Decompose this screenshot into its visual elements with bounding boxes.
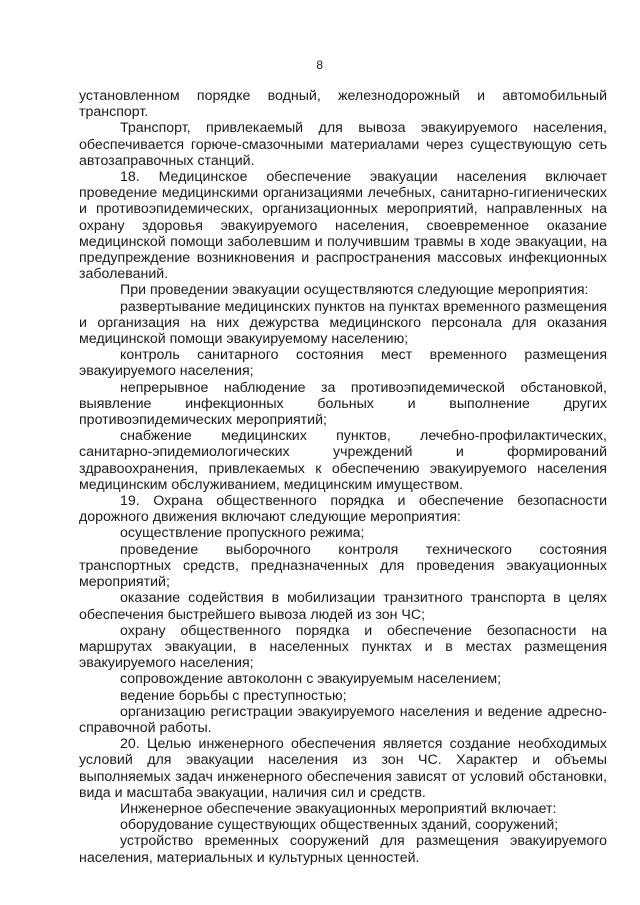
paragraph: 19. Охрана общественного порядка и обеспечение безопасности дорожного движения включают следующие мероприятия: — [79, 493, 607, 526]
paragraph: оборудование существующих общественных зданий, сооружений; — [120, 817, 559, 834]
paragraph: оказание содействия в мобилизации транзитного транспорта в целях обеспечения быстрейшего вывоза людей из зон ЧС; — [79, 590, 607, 623]
paragraph: осуществление пропускного режима; — [120, 525, 365, 542]
paragraph: Транспорт, привлекаемый для вывоза эвакуируемого населения, обеспечивается горюче-смазочными материалами через существующую сеть автозаправочных станций. — [79, 120, 607, 169]
paragraph: охрану общественного порядка и обеспечение безопасности на маршрутах эвакуации, в населенных пунктах и в местах размещения эвакуируемого населения; — [79, 622, 607, 672]
paragraph: контроль санитарного состояния мест временного размещения эвакуируемого населения; — [79, 347, 607, 380]
paragraph: 20. Целью инженерного обеспечения является создание необходимых условий для эвакуации населения из зон ЧС. Характер и объемы выполняемых задач инженерного обеспечения зависят от условий обстановки, вида и масштаба эвакуации, наличия сил и средств. — [79, 736, 607, 801]
paragraph: сопровождение автоколонн с эвакуируемым населением; — [120, 671, 502, 688]
paragraph: устройство временных сооружений для размещения эвакуируемого населения, материальных и культурных ценностей. — [79, 833, 607, 866]
paragraph: Инженерное обеспечение эвакуационных мероприятий включает: — [120, 800, 557, 817]
paragraph: ведение борьбы с преступностью; — [120, 687, 347, 704]
paragraph: организацию регистрации эвакуируемого населения и ведение адресно-справочной работы. — [79, 703, 607, 736]
paragraph: снабжение медицинских пунктов, лечебно-профилактических, санитарно-эпидемиологических учреждений и формирований здравоохранения, привлекаемых к обеспечению эвакуируемого населения медицинским обслуживанием, медицинским имуществом. — [79, 428, 607, 493]
paragraph: развертывание медицинских пунктов на пунктах временного размещения и организация на них дежурства медицинского персонала для оказания медицинской помощи эвакуируемому населению; — [79, 298, 607, 348]
paragraph: проведение выборочного контроля технического состояния транспортных средств, предназначенных для проведения эвакуационных мероприятий; — [79, 541, 607, 591]
paragraph: 18. Медицинское обеспечение эвакуации населения включает проведение медицинскими организациями лечебных, санитарно-гигиенических и противоэпидемических, организационных мероприятий, направленных на охрану здоровья эвакуируемого населения, своевременное оказание медицинской помощи заболевшим и получившим травмы в ходе эвакуации, на предупреждение возникновения и распространения массовых инфекционных заболеваний. — [79, 169, 607, 283]
paragraph: установленном порядке водный, железнодорожный и автомобильный транспорт. — [79, 88, 607, 121]
document-body — [79, 88, 607, 866]
page-number: 8 — [316, 58, 324, 72]
paragraph: непрерывное наблюдение за противоэпидемической обстановкой, выявление инфекционных больных и выполнение других противоэпидемических мероприятий; — [79, 379, 607, 429]
paragraph: При проведении эвакуации осуществляются следующие мероприятия: — [120, 282, 589, 299]
